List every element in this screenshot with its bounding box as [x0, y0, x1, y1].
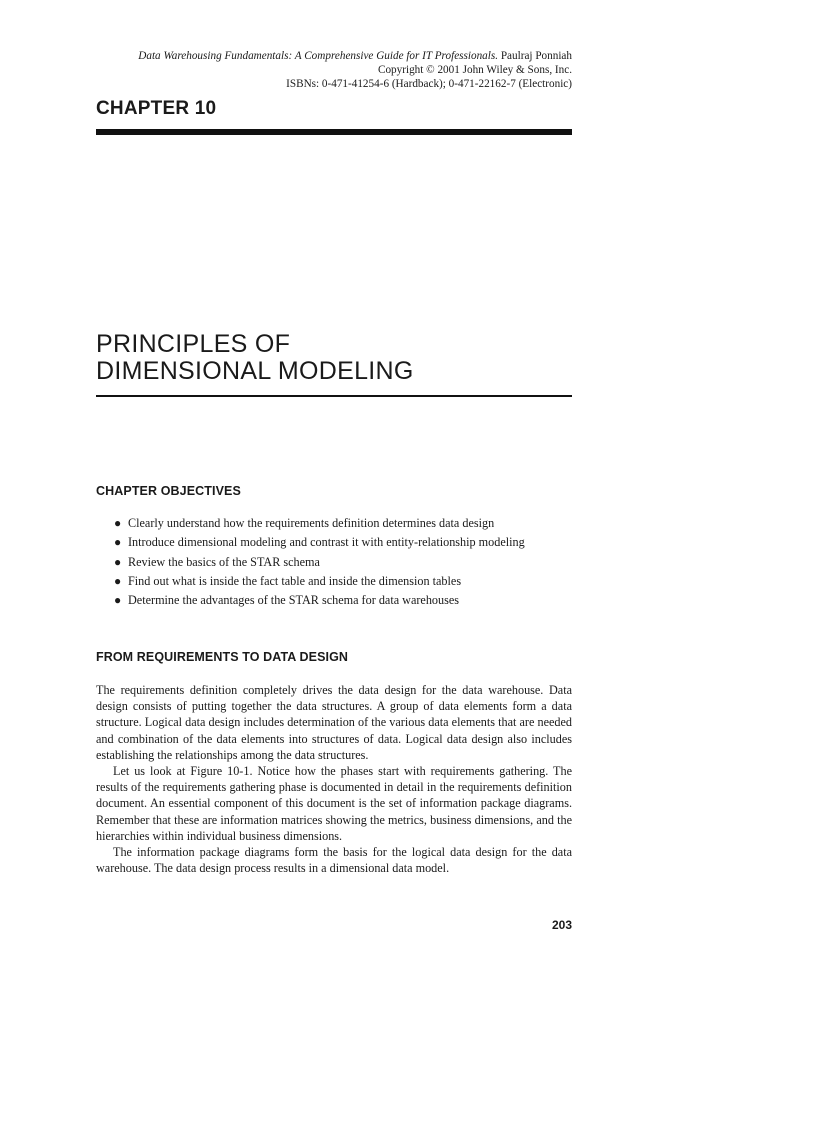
paragraph: The information package diagrams form the basis for the logical data design for the data warehouse. The data design process results in a dimensional data model.	[96, 845, 572, 876]
book-title: Data Warehousing Fundamentals: A Comprehensive Guide for IT Professionals.	[138, 50, 499, 62]
chapter-title-line-1: PRINCIPLES OF	[96, 330, 291, 358]
list-item: ● Find out what is inside the fact table and inside the dimension tables	[114, 572, 572, 591]
bullet-icon: ●	[114, 554, 122, 569]
running-header	[96, 49, 572, 91]
section-body	[96, 682, 572, 876]
bullet-icon: ●	[114, 535, 122, 550]
chapter-divider-thick	[96, 129, 572, 135]
chapter-label: CHAPTER 10	[96, 98, 217, 119]
chapter-title	[96, 331, 414, 385]
paragraph: Let us look at Figure 10-1. Notice how the phases start with requirements gathering. The results of the requirements gathering phase is documented in detail in the requirements definition document. An essential component of this document is the set of information package diagrams. Remember that these are information matrices showing the metrics, business dimensions, and the hierarchies within individual business dimensions.	[96, 764, 572, 843]
bullet-icon: ●	[114, 516, 122, 530]
list-item: ● Review the basics of the STAR schema	[114, 553, 572, 572]
isbn-line: ISBNs: 0-471-41254-6 (Hardback); 0-471-22162-7 (Electronic)	[286, 78, 572, 90]
list-item: ● Introduce dimensional modeling and contrast it with entity-relationship modeling	[114, 533, 572, 552]
header-title-line	[96, 49, 572, 63]
section-heading: FROM REQUIREMENTS TO DATA DESIGN	[96, 650, 349, 664]
chapter-title-line-2: DIMENSIONAL MODELING	[96, 357, 414, 385]
list-item: ● Clearly understand how the requirements definition determines data design	[114, 514, 572, 533]
objectives-list	[114, 514, 572, 610]
paragraph: The requirements definition completely drives the data design for the data warehouse. Data design consists of putting together the data structures. A group of data elements form a data structure. Logical data design includes determination of the various data elements that are needed and combination of the data elements into structures of data. Logical data design also includes establishing the relationships among the data structures.	[96, 683, 572, 762]
copyright-line: Copyright © 2001 John Wiley & Sons, Inc.	[378, 64, 572, 76]
page-number: 203	[551, 918, 572, 932]
bullet-icon: ●	[114, 573, 122, 588]
book-author: Paulraj Ponniah	[500, 50, 572, 62]
chapter-title-divider	[96, 395, 572, 397]
bullet-icon: ●	[114, 593, 122, 608]
list-item: ● Determine the advantages of the STAR schema for data warehouses	[114, 591, 572, 610]
objectives-heading: CHAPTER OBJECTIVES	[96, 484, 241, 498]
